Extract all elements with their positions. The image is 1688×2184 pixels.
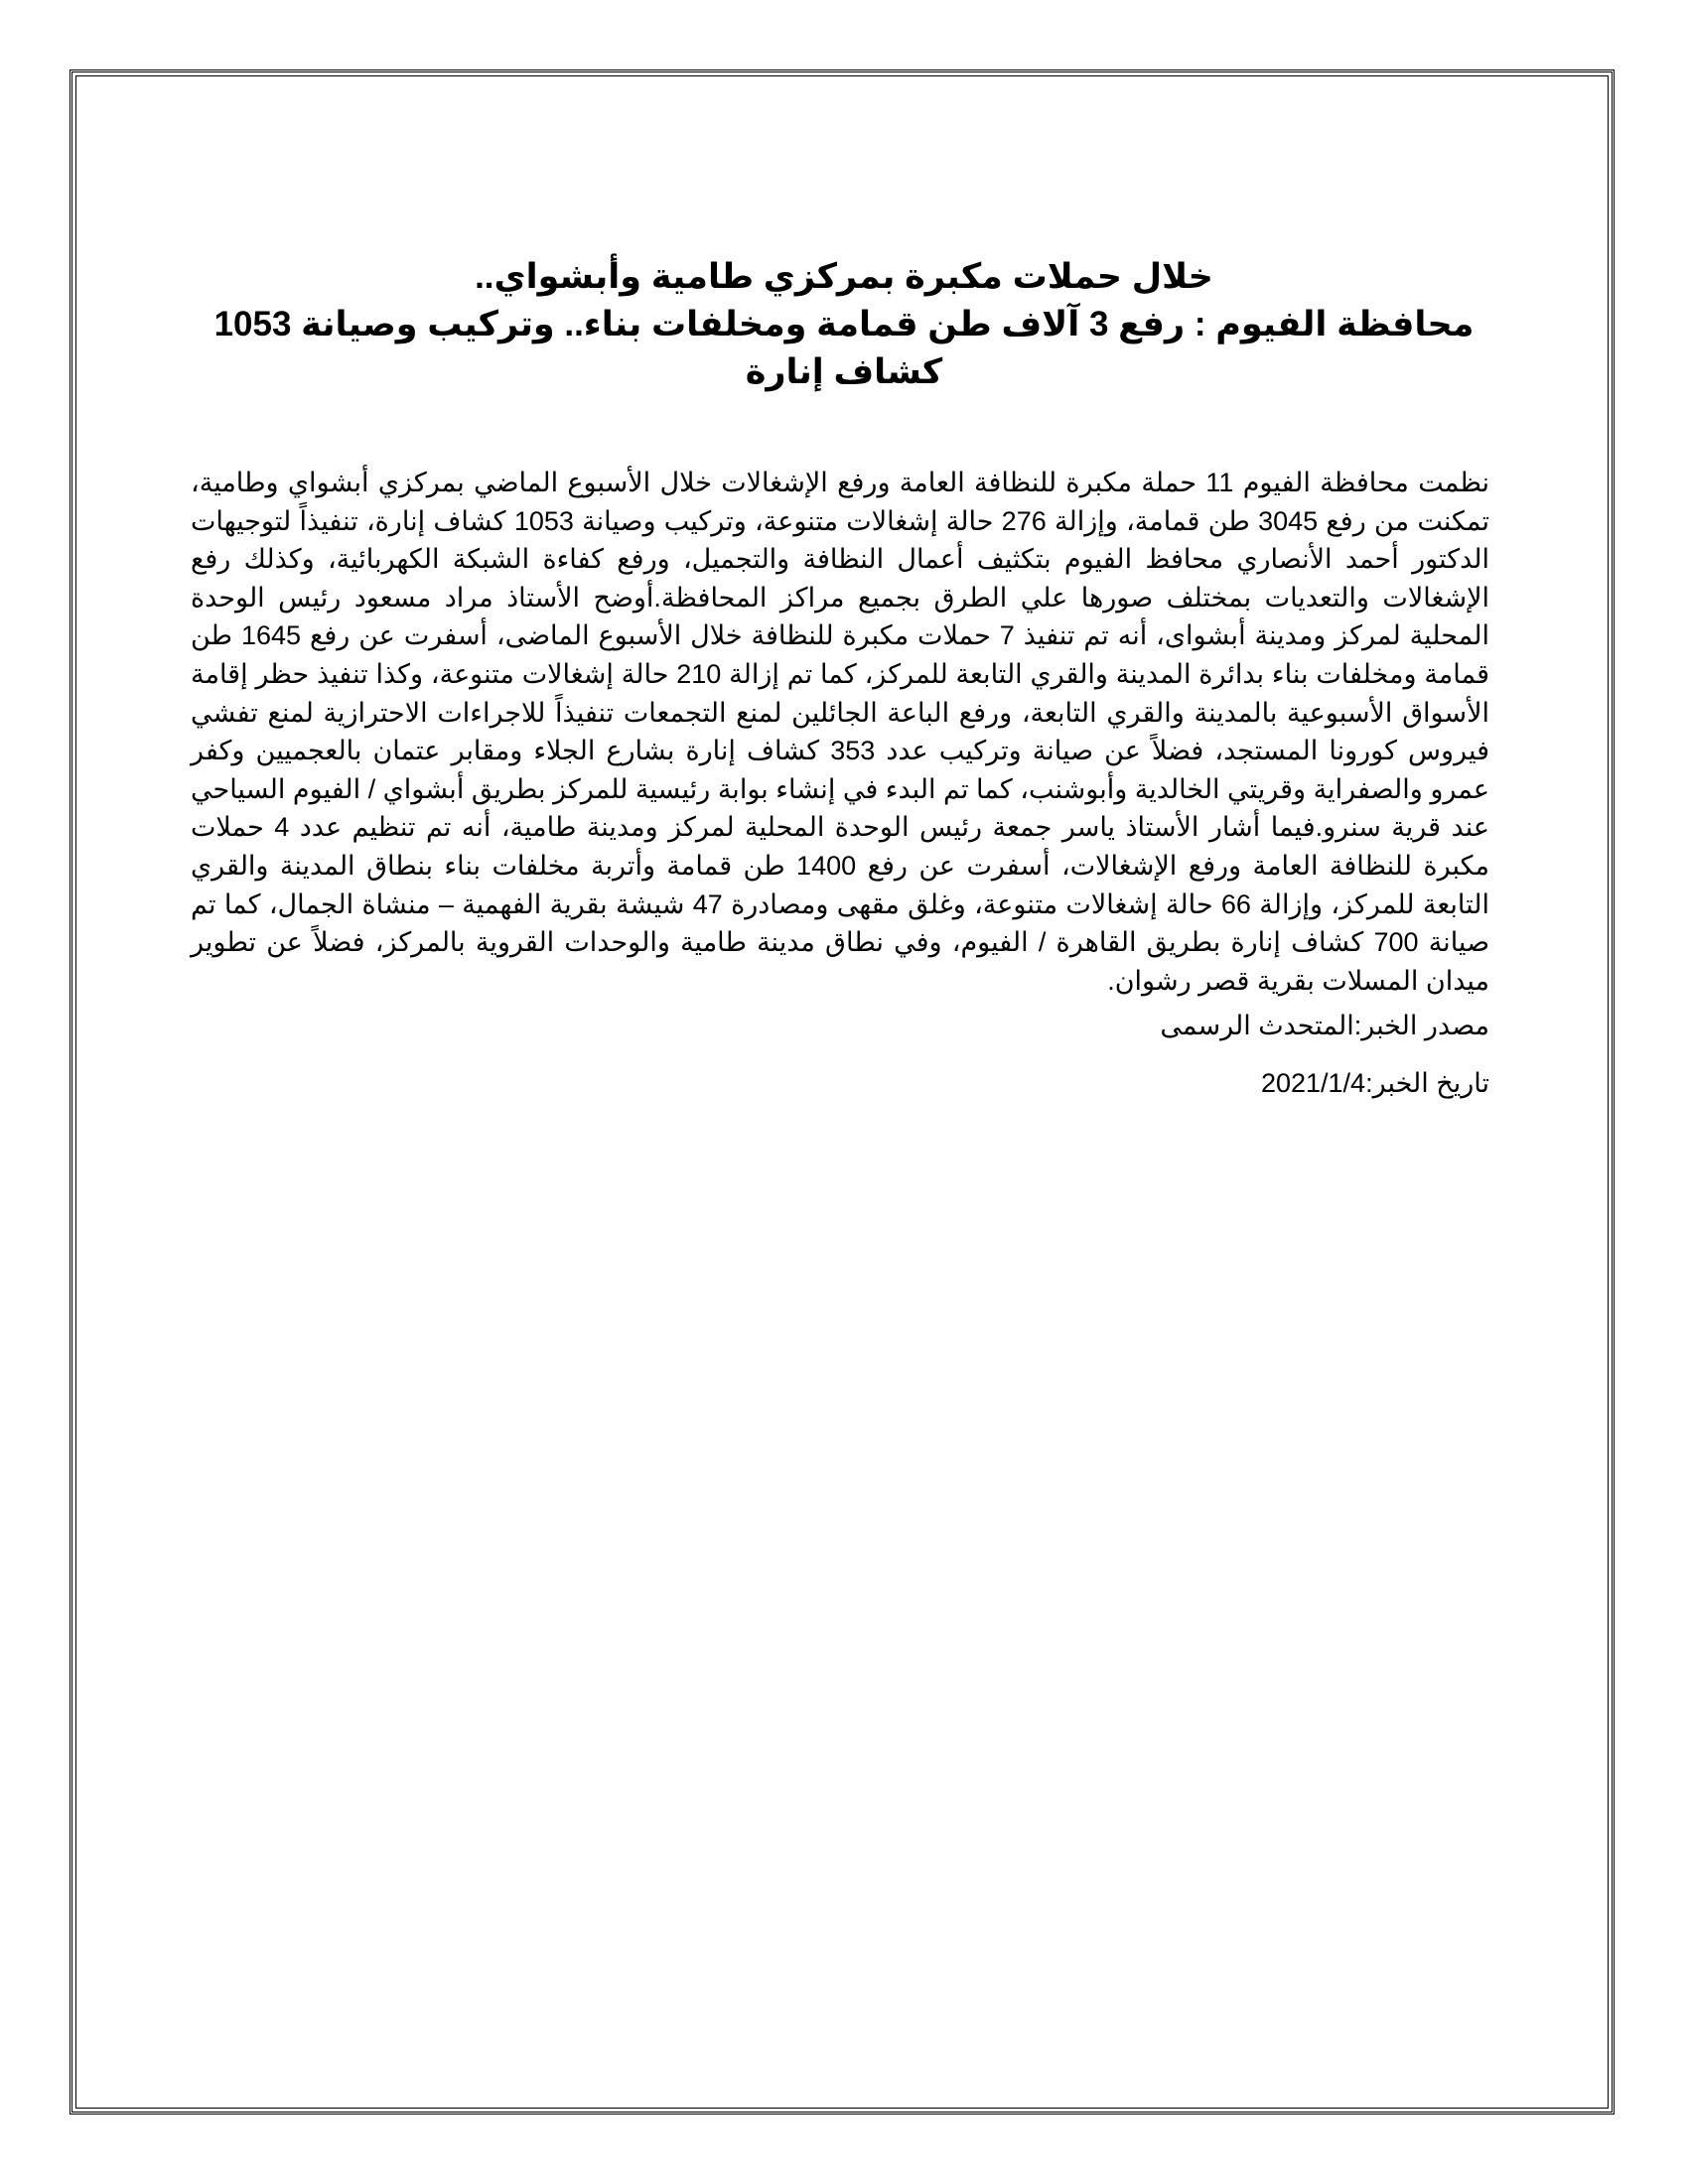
article	[191, 253, 1497, 1102]
article-headline	[191, 253, 1497, 396]
article-body: نظمت محافظة الفيوم 11 حملة مكبرة للنظافة العامة ورفع الإشغالات خلال الأسبوع الماضي بمركزي أبشواي وطامية، تمكنت من رفع 3045 طن قمامة، وإزالة 276 حالة إشغالات متنوعة، وتركيب وصيانة 1053 كشاف إنارة، تنفيذاً لتوجيهات الدكتور أحمد الأنصاري محافظ الفيوم بتكثيف أعمال النظافة والتجميل، ورفع كفاءة الشبكة الكهربائية، وكذلك رفع الإشغالات والتعديات بمختلف صورها علي الطرق بجميع مراكز المحافظة.أوضح الأستاذ مراد مسعود رئيس الوحدة المحلية لمركز ومدينة أبشواى، أنه تم تنفيذ 7 حملات مكبرة للنظافة خلال الأسبوع الماضى، أسفرت عن رفع 1645 طن قمامة ومخلفات بناء بدائرة المدينة والقري التابعة للمركز، كما تم إزالة 210 حالة إشغالات متنوعة، وكذا تنفيذ حظر إقامة الأسواق الأسبوعية بالمدينة والقري التابعة، ورفع الباعة الجائلين لمنع التجمعات تنفيذاً للاجراءات الاحترازية لمنع تفشي فيروس كورونا المستجد، فضلاً عن صيانة وتركيب عدد 353 كشاف إنارة بشارع الجلاء ومقابر عتمان بالعجميين وكفر عمرو والصفراية وقريتي الخالدية وأبوشنب، كما تم البدء في إنشاء بوابة رئيسية للمركز بطريق أبشواي / الفيوم السياحي عند قرية سنرو.فيما أشار الأستاذ ياسر جمعة رئيس الوحدة المحلية لمركز ومدينة طامية، أنه تم تنظيم عدد 4 حملات مكبرة للنظافة العامة ورفع الإشغالات، أسفرت عن رفع 1400 طن قمامة وأتربة مخلفات بناء بنطاق المدينة والقري التابعة للمركز، وإزالة 66 حالة إشغالات متنوعة، وغلق مقهى ومصادرة 47 شيشة بقرية الفهمية – منشاة الجمال، كما تم صيانة 700 كشاف إنارة بطريق القاهرة / الفيوم، وفي نطاق مدينة طامية والوحدات القروية بالمركز، فضلاً عن تطوير ميدان المسلات بقرية قصر رشوان.	[191, 468, 1490, 996]
headline-line-1: خلال حملات مكبرة بمركزي طامية وأبشواي..	[475, 257, 1213, 296]
headline-line-3: كشاف إنارة	[745, 352, 943, 391]
news-date: تاريخ الخبر:2021/1/4	[1260, 1068, 1489, 1099]
headline-line-2: محافظة الفيوم : رفع 3 آلاف طن قمامة ومخلفات بناء.. وتركيب وصيانة 1053	[213, 305, 1475, 343]
news-source: مصدر الخبر:المتحدث الرسمى	[1160, 1011, 1489, 1041]
